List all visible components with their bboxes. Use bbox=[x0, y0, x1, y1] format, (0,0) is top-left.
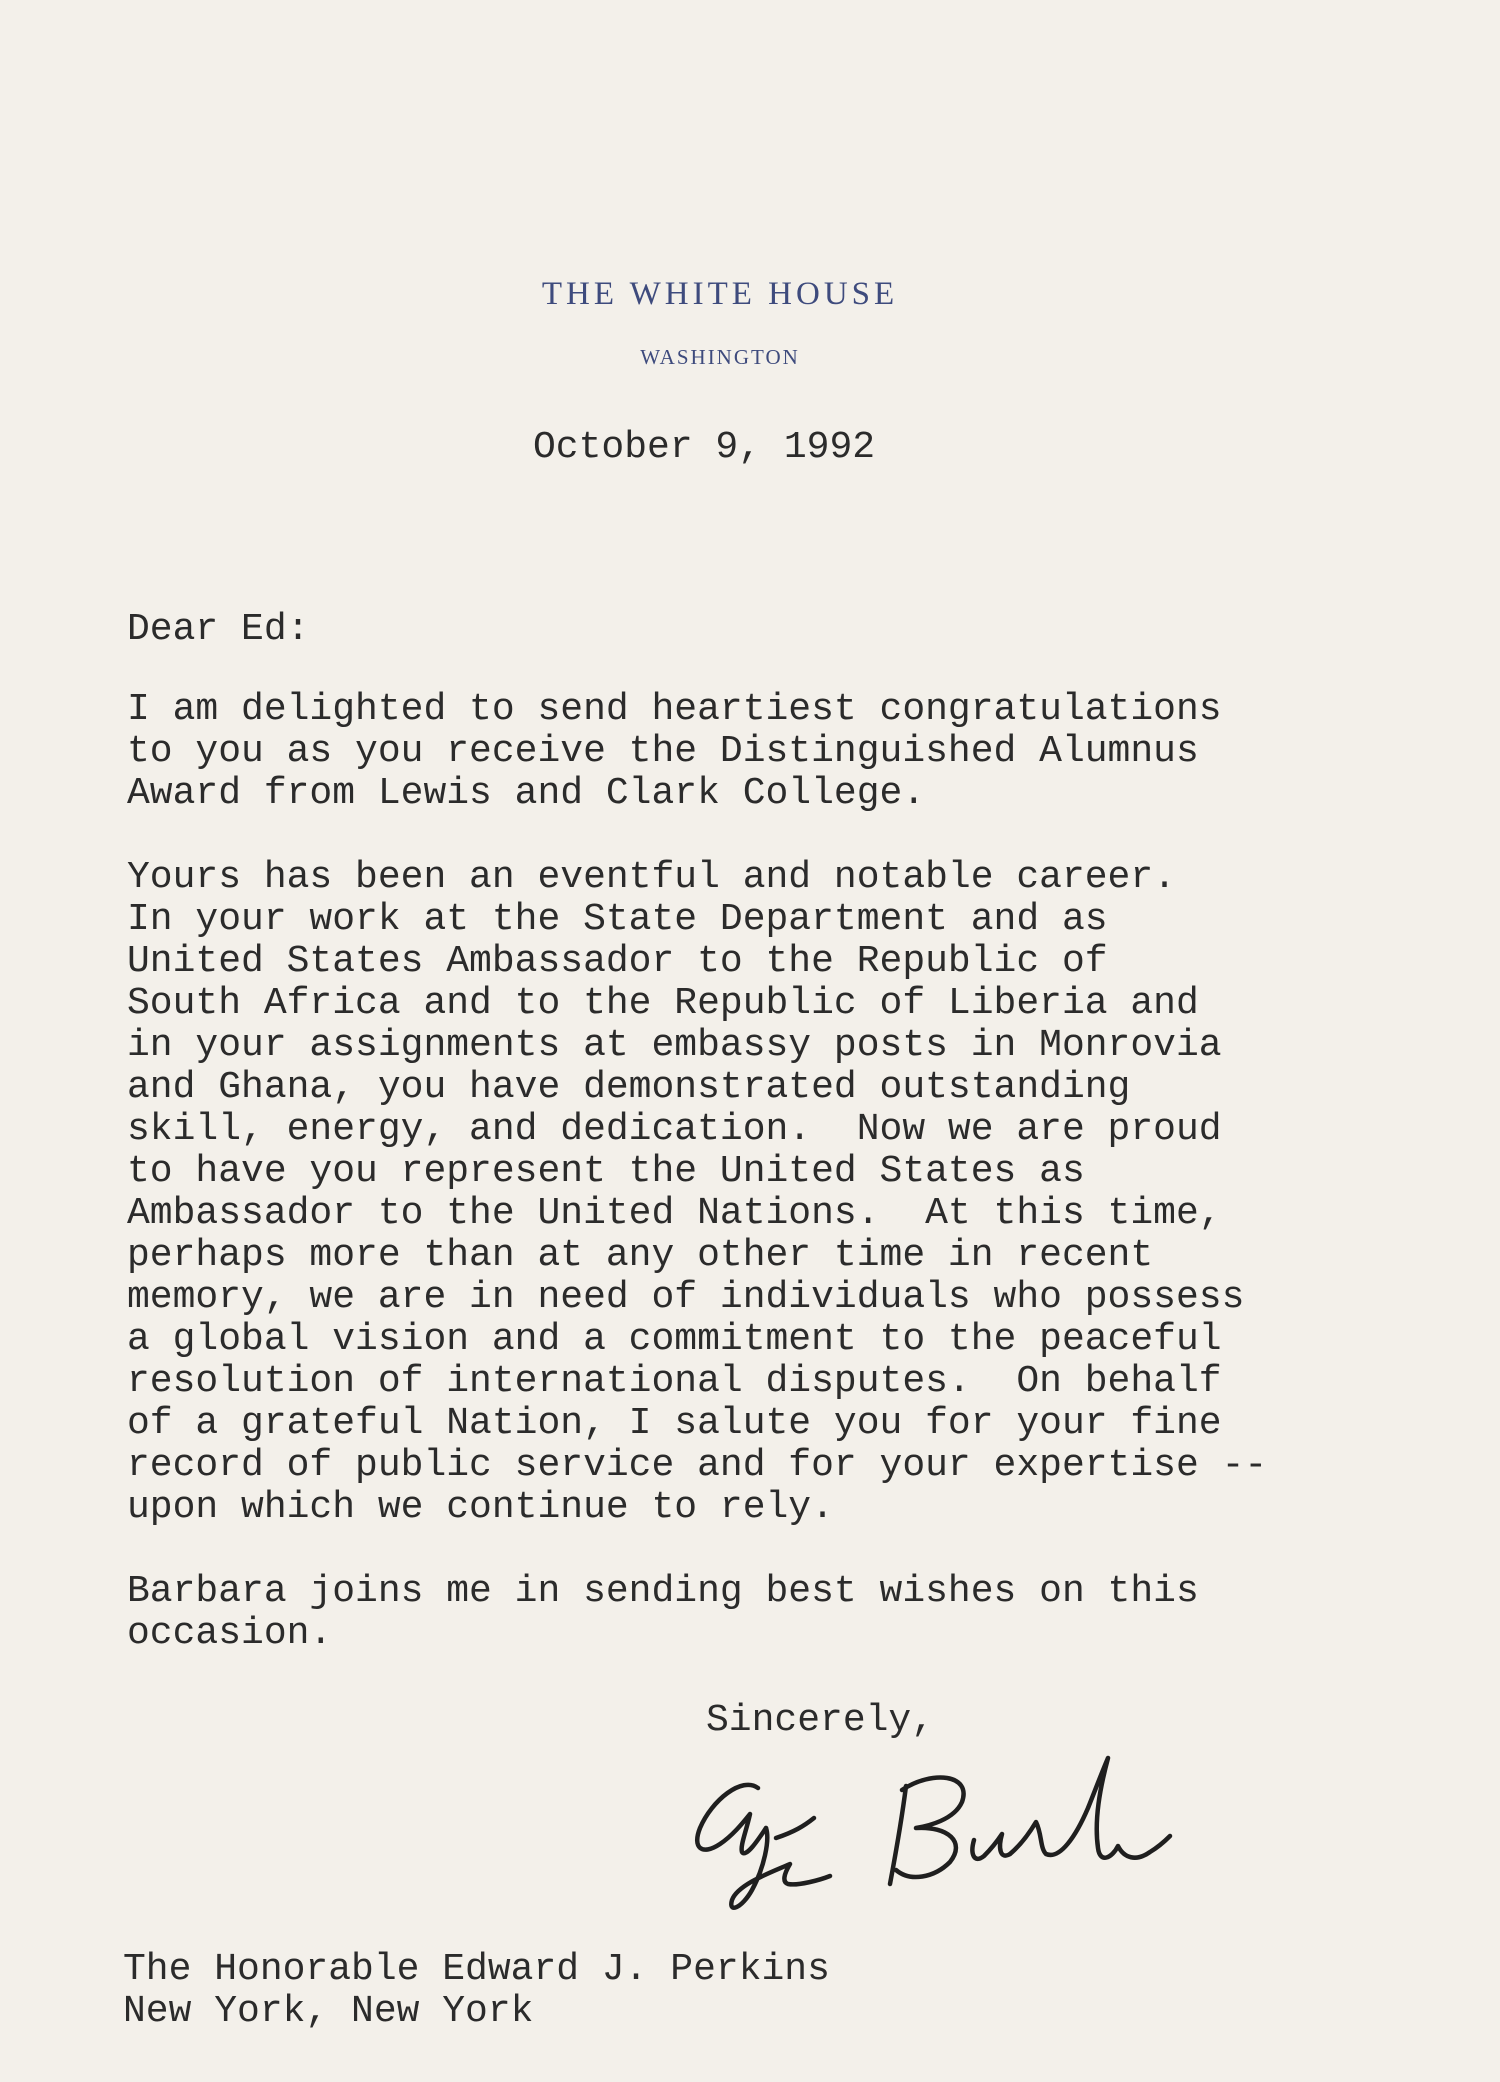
signature-icon bbox=[680, 1748, 1220, 1928]
closing: Sincerely, bbox=[706, 1699, 935, 1742]
body-paragraph-2: Yours has been an eventful and notable career. In your work at the State Department and as United States Ambassador to the Republic of South Africa and to the Republic of Liberia and in your assignments at embassy posts in Monrovia and Ghana, you have demonstrated outstanding skill, energy, and dedication. Now we are proud to have you represent the United States as Ambassador to the United Nations. At this time, perhaps more than at any other time in recent memory, we are in need of individuals who possess a global vision and a commitment to the peaceful resolution of international disputes. On behalf of a grateful Nation, I salute you for your fine record of public service and for your expertise -- upon which we continue to rely. bbox=[127, 856, 1268, 1529]
body-paragraph-3: Barbara joins me in sending best wishes on this occasion. bbox=[127, 1570, 1199, 1655]
body-paragraph-1: I am delighted to send heartiest congratulations to you as you receive the Distinguished Alumnus Award from Lewis and Clark College. bbox=[127, 688, 1222, 815]
letterhead-subtitle: WASHINGTON bbox=[640, 345, 800, 369]
letterhead-title: THE WHITE HOUSE bbox=[541, 276, 899, 312]
recipient-block bbox=[123, 1949, 830, 2033]
salutation: Dear Ed: bbox=[127, 608, 310, 651]
recipient-name: The Honorable Edward J. Perkins bbox=[123, 1948, 830, 1991]
letter-date: October 9, 1992 bbox=[533, 426, 876, 469]
recipient-location: New York, New York bbox=[123, 1990, 534, 2033]
